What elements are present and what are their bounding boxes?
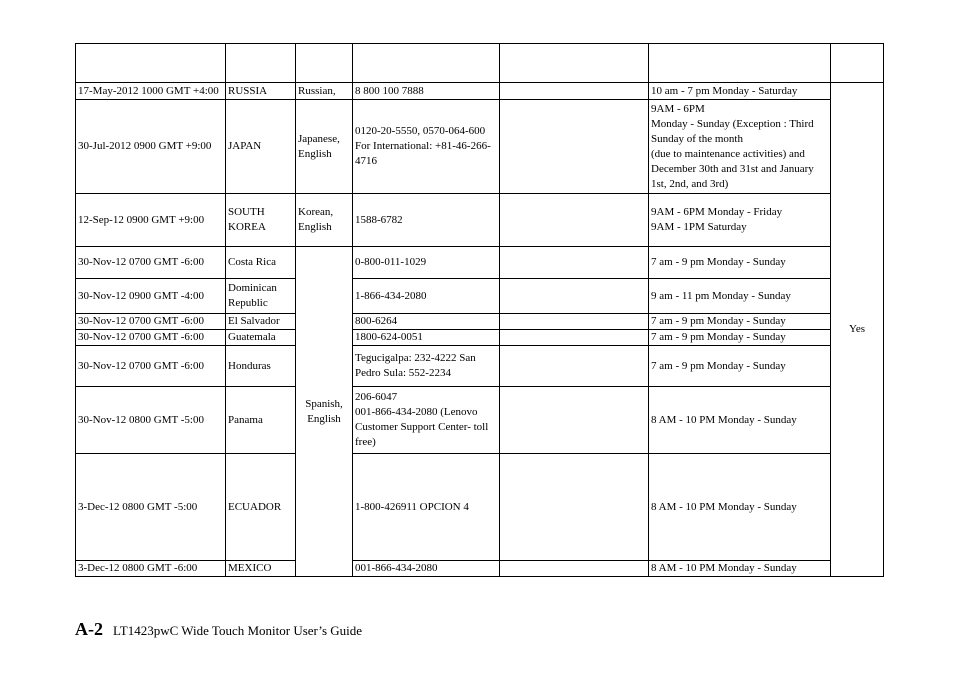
phone-cell: 1588-6782 bbox=[353, 194, 500, 247]
country-cell: SOUTH KOREA bbox=[226, 194, 296, 247]
empty-cell bbox=[500, 194, 649, 247]
phone-cell: 1-866-434-2080 bbox=[353, 279, 500, 314]
country-cell: MEXICO bbox=[226, 561, 296, 577]
hours-cell: 9AM - 6PM Monday - Sunday (Exception : Third Sunday of the month (due to maintenance activities) and December 30th and 31st and January 1st, 2nd, and 3rd) bbox=[649, 100, 831, 194]
phone-cell: 206-6047 001-866-434-2080 (Lenovo Customer Support Center- toll free) bbox=[353, 387, 500, 454]
country-cell: RUSSIA bbox=[226, 83, 296, 100]
language-cell: Spanish, English bbox=[296, 247, 353, 577]
empty-cell bbox=[500, 83, 649, 100]
country-cell: Honduras bbox=[226, 346, 296, 387]
empty-cell bbox=[500, 279, 649, 314]
date-cell: 3-Dec-12 0800 GMT -5:00 bbox=[76, 454, 226, 561]
hours-cell: 9AM - 6PM Monday - Friday 9AM - 1PM Saturday bbox=[649, 194, 831, 247]
hours-cell: 7 am - 9 pm Monday - Sunday bbox=[649, 330, 831, 346]
available-cell: Yes bbox=[831, 83, 884, 577]
hours-cell: 8 AM - 10 PM Monday - Sunday bbox=[649, 454, 831, 561]
header-cell bbox=[831, 44, 884, 83]
header-cell bbox=[500, 44, 649, 83]
empty-cell bbox=[500, 314, 649, 330]
phone-cell: Tegucigalpa: 232-4222 San Pedro Sula: 552-2234 bbox=[353, 346, 500, 387]
date-cell: 30-Nov-12 0700 GMT -6:00 bbox=[76, 346, 226, 387]
empty-cell bbox=[500, 100, 649, 194]
support-contact-table bbox=[75, 43, 884, 577]
table-row bbox=[76, 194, 884, 247]
country-cell: ECUADOR bbox=[226, 454, 296, 561]
date-cell: 12-Sep-12 0900 GMT +9:00 bbox=[76, 194, 226, 247]
table-row bbox=[76, 346, 884, 387]
empty-cell bbox=[500, 346, 649, 387]
hours-cell: 10 am - 7 pm Monday - Saturday bbox=[649, 83, 831, 100]
empty-cell bbox=[500, 454, 649, 561]
empty-cell bbox=[500, 247, 649, 279]
hours-cell: 8 AM - 10 PM Monday - Sunday bbox=[649, 387, 831, 454]
country-cell: Panama bbox=[226, 387, 296, 454]
country-cell: Costa Rica bbox=[226, 247, 296, 279]
country-cell: JAPAN bbox=[226, 100, 296, 194]
date-cell: 30-Nov-12 0900 GMT -4:00 bbox=[76, 279, 226, 314]
header-cell bbox=[76, 44, 226, 83]
hours-cell: 9 am - 11 pm Monday - Sunday bbox=[649, 279, 831, 314]
phone-cell: 8 800 100 7888 bbox=[353, 83, 500, 100]
table-row bbox=[76, 561, 884, 577]
table-row bbox=[76, 83, 884, 100]
table-row bbox=[76, 247, 884, 279]
header-cell bbox=[296, 44, 353, 83]
date-cell: 30-Nov-12 0800 GMT -5:00 bbox=[76, 387, 226, 454]
phone-cell: 0-800-011-1029 bbox=[353, 247, 500, 279]
country-cell: El Salvador bbox=[226, 314, 296, 330]
country-cell: Dominican Republic bbox=[226, 279, 296, 314]
phone-cell: 1800-624-0051 bbox=[353, 330, 500, 346]
table-row bbox=[76, 330, 884, 346]
table-row bbox=[76, 279, 884, 314]
country-cell: Guatemala bbox=[226, 330, 296, 346]
empty-cell bbox=[500, 330, 649, 346]
date-cell: 30-Nov-12 0700 GMT -6:00 bbox=[76, 330, 226, 346]
hours-cell: 7 am - 9 pm Monday - Sunday bbox=[649, 346, 831, 387]
table-header-row bbox=[76, 44, 884, 83]
language-cell: Korean, English bbox=[296, 194, 353, 247]
header-cell bbox=[649, 44, 831, 83]
empty-cell bbox=[500, 561, 649, 577]
phone-cell: 001-866-434-2080 bbox=[353, 561, 500, 577]
date-cell: 30-Nov-12 0700 GMT -6:00 bbox=[76, 314, 226, 330]
date-cell: 30-Nov-12 0700 GMT -6:00 bbox=[76, 247, 226, 279]
hours-cell: 8 AM - 10 PM Monday - Sunday bbox=[649, 561, 831, 577]
table-row bbox=[76, 100, 884, 194]
phone-cell: 1-800-426911 OPCION 4 bbox=[353, 454, 500, 561]
table-row bbox=[76, 387, 884, 454]
page-number: A-2 bbox=[75, 619, 103, 639]
language-cell: Japanese, English bbox=[296, 100, 353, 194]
phone-cell: 0120-20-5550, 0570-064-600 For International: +81-46-266- 4716 bbox=[353, 100, 500, 194]
hours-cell: 7 am - 9 pm Monday - Sunday bbox=[649, 247, 831, 279]
phone-cell: 800-6264 bbox=[353, 314, 500, 330]
header-cell bbox=[226, 44, 296, 83]
document-title: LT1423pwC Wide Touch Monitor User’s Guide bbox=[113, 623, 363, 638]
hours-cell: 7 am - 9 pm Monday - Sunday bbox=[649, 314, 831, 330]
page-footer bbox=[75, 619, 362, 640]
date-cell: 30-Jul-2012 0900 GMT +9:00 bbox=[76, 100, 226, 194]
table-row bbox=[76, 454, 884, 561]
date-cell: 3-Dec-12 0800 GMT -6:00 bbox=[76, 561, 226, 577]
table-row bbox=[76, 314, 884, 330]
date-cell: 17-May-2012 1000 GMT +4:00 bbox=[76, 83, 226, 100]
language-cell: Russian, bbox=[296, 83, 353, 100]
empty-cell bbox=[500, 387, 649, 454]
header-cell bbox=[353, 44, 500, 83]
